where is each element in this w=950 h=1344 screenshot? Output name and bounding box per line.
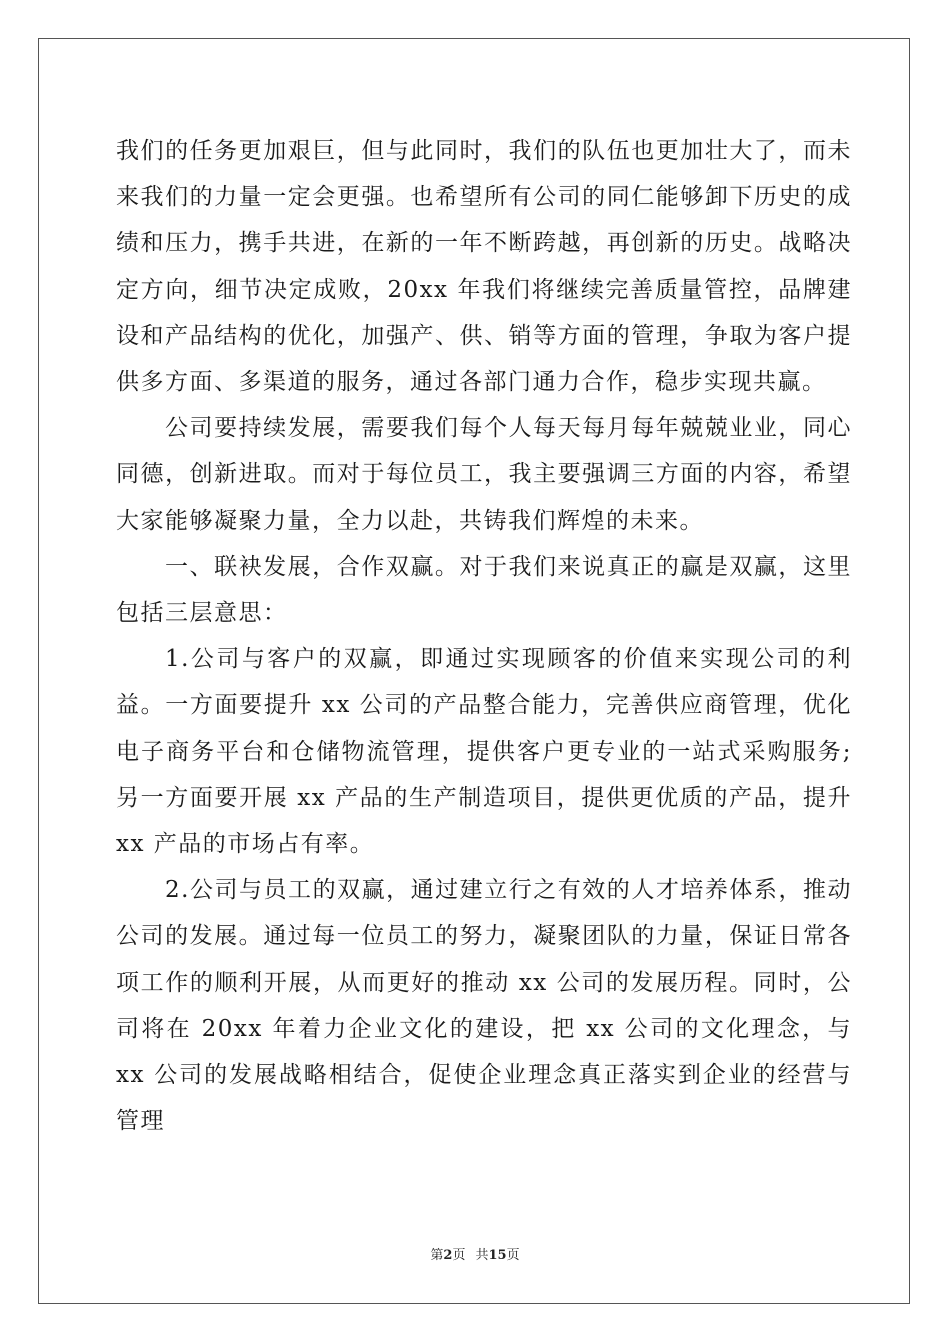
footer-prefix: 第 — [430, 1248, 444, 1263]
footer-page-word: 页 — [452, 1248, 466, 1263]
total-page-count: 15 — [488, 1248, 507, 1263]
footer-total-suffix: 页 — [506, 1248, 520, 1263]
paragraph-company-development: 公司要持续发展，需要我们每个人每天每月每年兢兢业业，同心同德，创新进取。而对于每位员工，我主要强调三方面的内容，希望大家能够凝聚力量，全力以赴，共铸我们辉煌的未来。 — [116, 415, 852, 534]
paragraph-continuation: 我们的任务更加艰巨，但与此同时，我们的队伍也更加壮大了，而未来我们的力量一定会更强。也希望所有公司的同仁能够卸下历史的成绩和压力，携手共进，在新的一年不断跨越，再创新的历史。战略决定方向，细节决定成败，20xx 年我们将继续完善质量管控，品牌建设和产品结构的优化，加强产、供、销等方面的管理，争取为客户提供多方面、多渠道的服务，通过各部门通力合作，稳步实现共赢。 — [116, 138, 852, 396]
paragraph-point-one: 1.公司与客户的双赢，即通过实现顾客的价值来实现公司的利益。一方面要提升 xx 公司的产品整合能力，完善供应商管理，优化电子商务平台和仓储物流管理，提供客户更专业的一站式采购服务;另一方面要开展 xx 产品的生产制造项目，提供更优质的产品，提升 xx 产品的市场占有率。 — [116, 646, 852, 858]
document-body — [116, 128, 852, 1144]
paragraph-section-one-heading: 一、联袂发展，合作双赢。对于我们来说真正的赢是双赢，这里包括三层意思： — [116, 553, 852, 627]
current-page-number: 2 — [443, 1248, 453, 1263]
footer-total-prefix: 共 — [475, 1248, 489, 1263]
paragraph-point-two: 2.公司与员工的双赢，通过建立行之有效的人才培养体系，推动公司的发展。通过每一位员工的努力，凝聚团队的力量，保证日常各项工作的顺利开展，从而更好的推动 xx 公司的发展历程。同时，公司将在 20xx 年着力企业文化的建设，把 xx 公司的文化理念，与 xx 公司的发展战略相结合，促使企业理念真正落实到企业的经营与管理 — [116, 877, 852, 1135]
page-footer — [0, 1248, 950, 1264]
